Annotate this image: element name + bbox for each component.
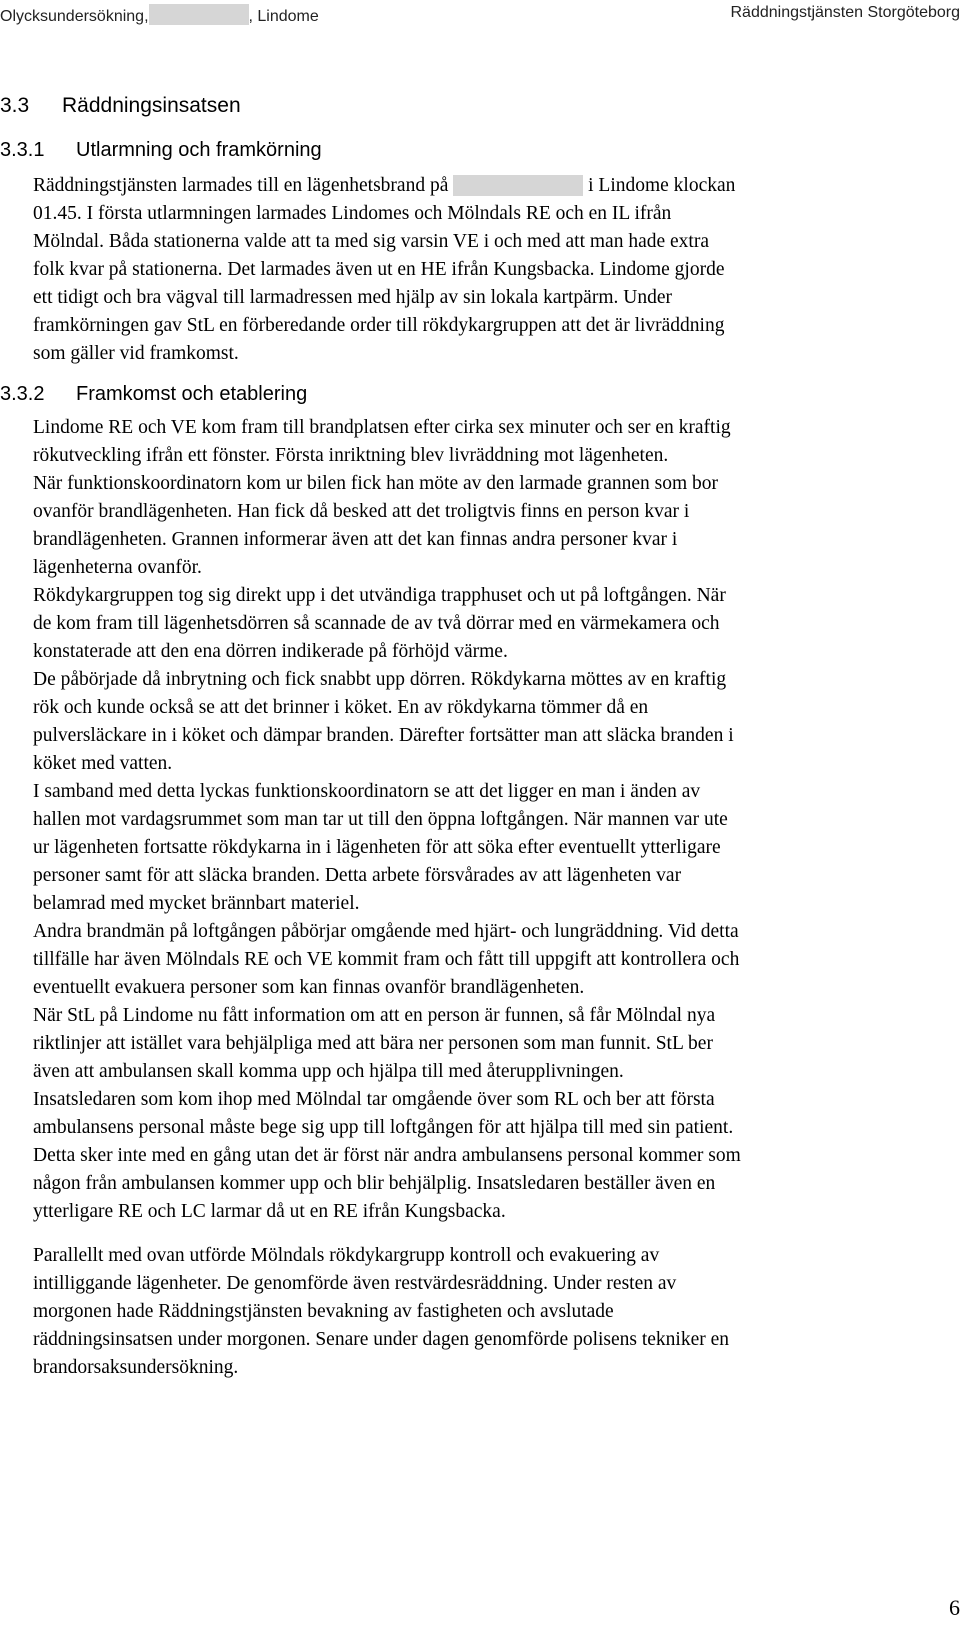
text-line: morgonen hade Räddningstjänsten bevakning av fastigheten och avslutade — [33, 1301, 614, 1322]
text-line: När StL på Lindome nu fått information om att en person är funnen, så får Mölndal nya — [33, 1005, 716, 1026]
text-line: Andra brandmän på loftgången påbörjar omgående med hjärt- och lungräddning. Vid detta — [33, 921, 739, 942]
page-header — [0, 0, 960, 30]
section-number: 3.3 — [0, 94, 30, 117]
text-line: riktlinjer att istället vara behjälpliga med att bära ner personen som man funnit. StL ber — [33, 1033, 713, 1054]
text-line: I samband med detta lyckas funktionskoordinatorn se att det ligger en man i änden av — [33, 781, 701, 802]
paragraph-framkomst — [33, 414, 958, 1226]
subsection-number: 3.3.2 — [0, 383, 45, 405]
page-number: 6 — [949, 1595, 960, 1620]
redacted-address — [453, 175, 583, 196]
text-line: belamrad med mycket brännbart materiel. — [33, 893, 360, 914]
text-line: De påbörjade då inbrytning och fick snabbt upp dörren. Rökdykarna möttes av en kraftig — [33, 669, 727, 690]
redacted-block — [149, 4, 249, 25]
text-line: Detta sker inte med en gång utan det är först när andra ambulansens personal kommer som — [33, 1145, 741, 1166]
text-line: eventuellt evakuera personer som kan finnas ovanför brandlägenheten. — [33, 977, 585, 998]
text-line: Rökdykargruppen tog sig direkt upp i det utvändiga trapphuset och ut på loftgången. När — [33, 585, 726, 606]
text-line: ett tidigt och bra vägval till larmadressen med hjälp av sin lokala kartpärm. Under — [33, 287, 672, 308]
paragraph-parallellt — [33, 1242, 958, 1382]
text-line: Mölndal. Båda stationerna valde att ta med sig varsin VE i och med att man hade extra — [33, 231, 709, 252]
section-title: Räddningsinsatsen — [62, 94, 241, 117]
text-line: någon från ambulansen kommer upp och blir behjälplig. Insatsledaren beställer även en — [33, 1173, 716, 1194]
subsection-number: 3.3.1 — [0, 139, 45, 161]
text-line: de kom fram till lägenhetsdörren så scannade de av två dörrar med en värmekamera och — [33, 613, 720, 634]
section-heading — [0, 94, 960, 118]
text-line: tillfälle har även Mölndals RE och VE kommit fram och fått till uppgift att kontrollera och — [33, 949, 740, 970]
text-line: rök och kunde också se att det brinner i köket. En av rökdykarna tömmer då en — [33, 697, 649, 718]
text-line: personer samt för att släcka branden. Detta arbete försvårades av att lägenheten var — [33, 865, 682, 886]
text-line: ytterligare RE och LC larmar då ut en RE ifrån Kungsbacka. — [33, 1201, 506, 1222]
text-line: även att ambulansen skall komma upp och hjälpa till med återupplivningen. — [33, 1061, 624, 1082]
text-line: räddningsinsatsen under morgonen. Senare under dagen genomförde polisens tekniker en — [33, 1329, 730, 1350]
subsection-title: Framkomst och etablering — [76, 383, 308, 405]
subsection-title: Utlarmning och framkörning — [76, 139, 322, 161]
text-line: rökutveckling ifrån ett fönster. Första inriktning blev livräddning mot lägenheten. — [33, 445, 669, 466]
header-organization: Räddningstjänsten Storgöteborg — [730, 4, 960, 21]
text-line: Insatsledaren som kom ihop med Mölndal tar omgående över som RL och ber att första — [33, 1089, 715, 1110]
text-line: hallen mot vardagsrummet som man tar ut till den öppna loftgången. När mannen var ute — [33, 809, 728, 830]
header-left — [0, 4, 319, 26]
text-line: ambulansens personal måste bege sig upp till loftgången för att hjälpa till med sin patient. — [33, 1117, 734, 1138]
text-line: Räddningstjänsten larmades till en lägenhetsbrand på i Lindome klockan — [33, 175, 736, 196]
text-line: brandlägenheten. Grannen informerar även att det kan finnas andra personer kvar i — [33, 529, 678, 550]
text-line: 01.45. I första utlarmningen larmades Lindomes och Mölndals RE och en IL ifrån — [33, 203, 672, 224]
text-line: folk kvar på stationerna. Det larmades även ut en HE ifrån Kungsbacka. Lindome gjorde — [33, 259, 725, 280]
text-line: Parallellt med ovan utförde Mölndals rökdykargrupp kontroll och evakuering av — [33, 1245, 660, 1266]
subsection-heading-1 — [0, 139, 960, 162]
header-location: , Lindome — [248, 8, 319, 25]
text-line: När funktionskoordinatorn kom ur bilen fick han möte av den larmade grannen som bor — [33, 473, 719, 494]
text-line: som gäller vid framkomst. — [33, 343, 239, 364]
text-line: lägenheterna ovanför. — [33, 557, 202, 578]
subsection-heading-2 — [0, 383, 960, 406]
text-line: konstaterade att den ena dörren indikerade på förhöjd värme. — [33, 641, 508, 662]
text-line: Lindome RE och VE kom fram till brandplatsen efter cirka sex minuter och ser en kraftig — [33, 417, 731, 438]
paragraph-utlarmning — [33, 172, 958, 368]
text-line: ovanför brandlägenheten. Han fick då besked att det troligtvis finns en person kvar i — [33, 501, 690, 522]
text-line: köket med vatten. — [33, 753, 173, 774]
text-line: pulversläckare in i köket och dämpar branden. Därefter fortsätter man att släcka branden i — [33, 725, 734, 746]
text-line: intilliggande lägenheter. De genomförde även restvärdesräddning. Under resten av — [33, 1273, 677, 1294]
text-line: framkörningen gav StL en förberedande order till rökdykargruppen att det är livräddning — [33, 315, 725, 336]
text-line: ur lägenheten fortsatte rökdykarna in i lägenheten för att söka efter eventuellt ytterligare — [33, 837, 721, 858]
header-title: Olycksundersökning, — [0, 8, 149, 25]
text-line: brandorsaksundersökning. — [33, 1357, 239, 1378]
